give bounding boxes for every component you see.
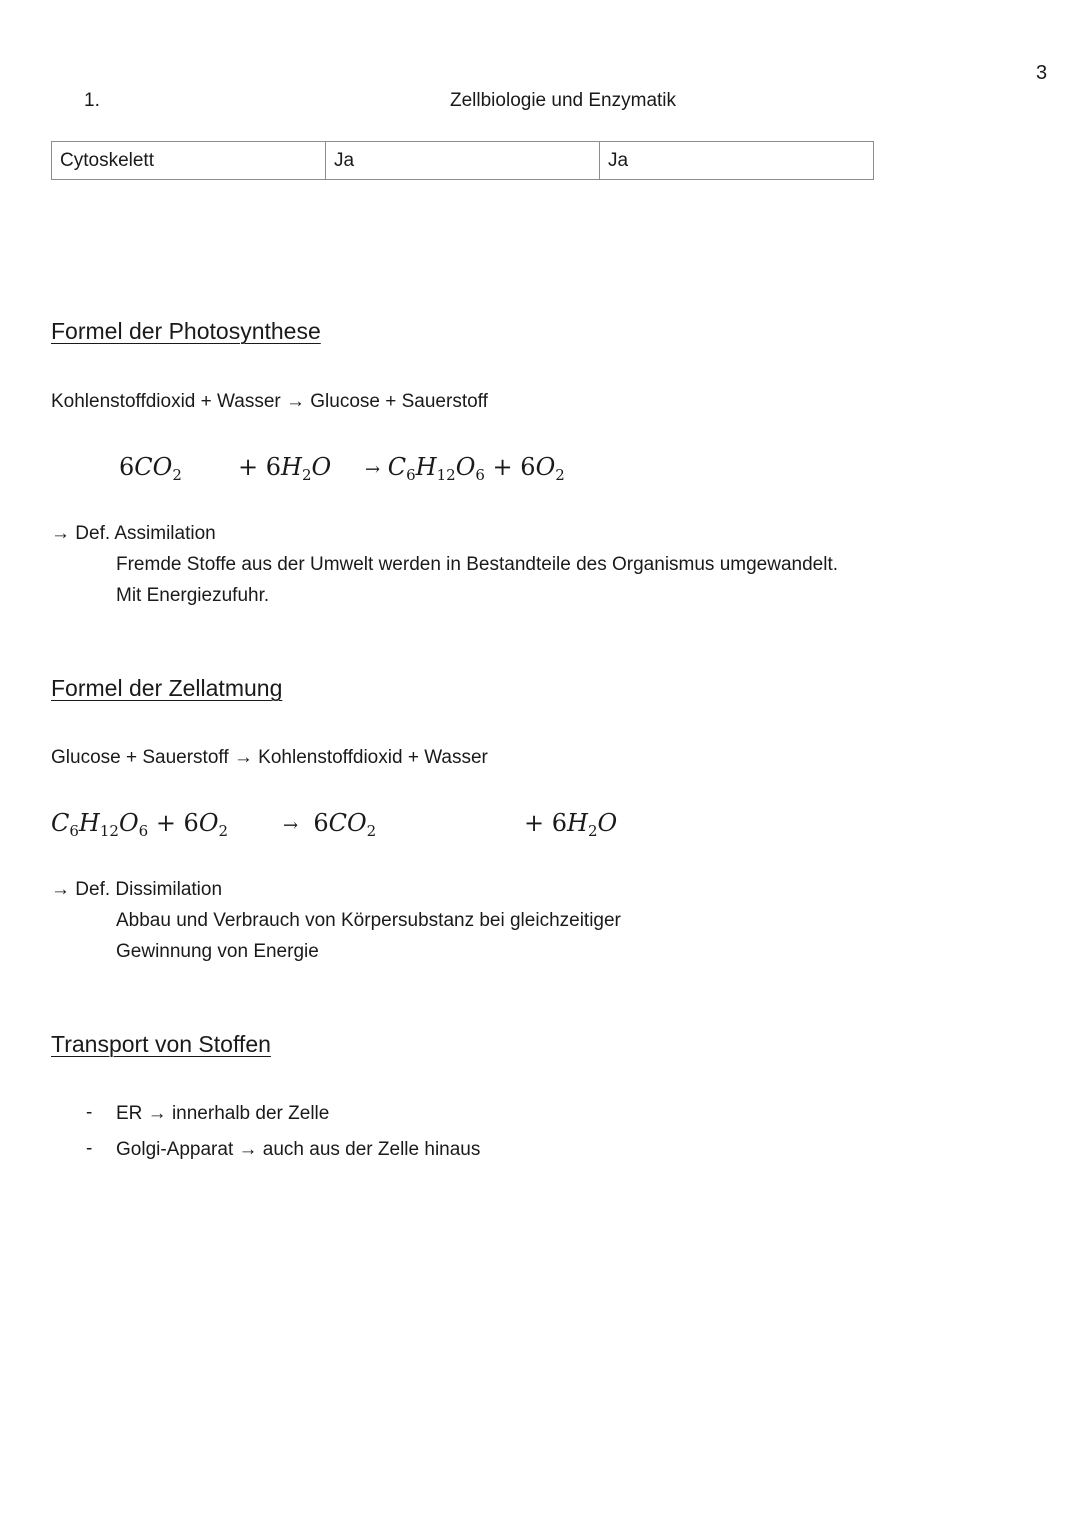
- cellular-respiration-formula-reactants: $C_6H_{12}O_6 + 6O_2$: [51, 809, 229, 840]
- cellular-respiration-word-equation: Glucose + Sauerstoff → Kohlenstoffdioxid + Wasser: [51, 747, 488, 768]
- assimilation-definition-line-1: Fremde Stoffe aus der Umwelt werden in Bestandteile des Organismus umgewandelt.: [116, 554, 839, 575]
- photosynthesis-formula-products: → $C_6H_{12}O_6 + 6O_2$: [365, 453, 565, 484]
- list-item: Golgi-Apparat → auch aus der Zelle hinaus: [116, 1139, 481, 1160]
- list-item-bullet: -: [86, 1102, 93, 1123]
- dissimilation-definition-line-1: Abbau und Verbrauch von Körpersubstanz bei gleichzeitiger: [116, 910, 621, 931]
- assimilation-definition-line-2: Mit Energiezufuhr.: [116, 585, 270, 606]
- page-header-title: Zellbiologie und Enzymatik: [450, 90, 677, 111]
- page-number: 3: [1036, 62, 1048, 84]
- table-row: [52, 142, 874, 180]
- photosynthesis-formula-reactant-co2: $6CO_2$: [119, 453, 182, 484]
- cellular-respiration-formula-product-h2o: + $6H_2O$: [524, 809, 618, 840]
- cellular-respiration-heading: Formel der Zellatmung: [51, 675, 283, 701]
- photosynthesis-heading: Formel der Photosynthese: [51, 318, 321, 344]
- comparison-table: [51, 141, 874, 180]
- table-cell-value-2: Ja: [600, 142, 874, 180]
- list-item-bullet: -: [86, 1138, 93, 1159]
- photosynthesis-formula-reactant-h2o: + $6H_2O$: [238, 453, 332, 484]
- table-cell-value-1: Ja: [326, 142, 600, 180]
- list-item: ER → innerhalb der Zelle: [116, 1103, 330, 1124]
- assimilation-definition-label: → Def. Assimilation: [51, 523, 216, 544]
- section-number: 1.: [84, 90, 100, 111]
- photosynthesis-word-equation: Kohlenstoffdioxid + Wasser → Glucose + Sauerstoff: [51, 391, 488, 412]
- dissimilation-definition-label: → Def. Dissimilation: [51, 879, 223, 900]
- transport-heading: Transport von Stoffen: [51, 1031, 271, 1057]
- dissimilation-definition-line-2: Gewinnung von Energie: [116, 941, 319, 962]
- cellular-respiration-formula-product-co2: → $6CO_2$: [283, 809, 377, 840]
- table-cell-organelle: Cytoskelett: [52, 142, 326, 180]
